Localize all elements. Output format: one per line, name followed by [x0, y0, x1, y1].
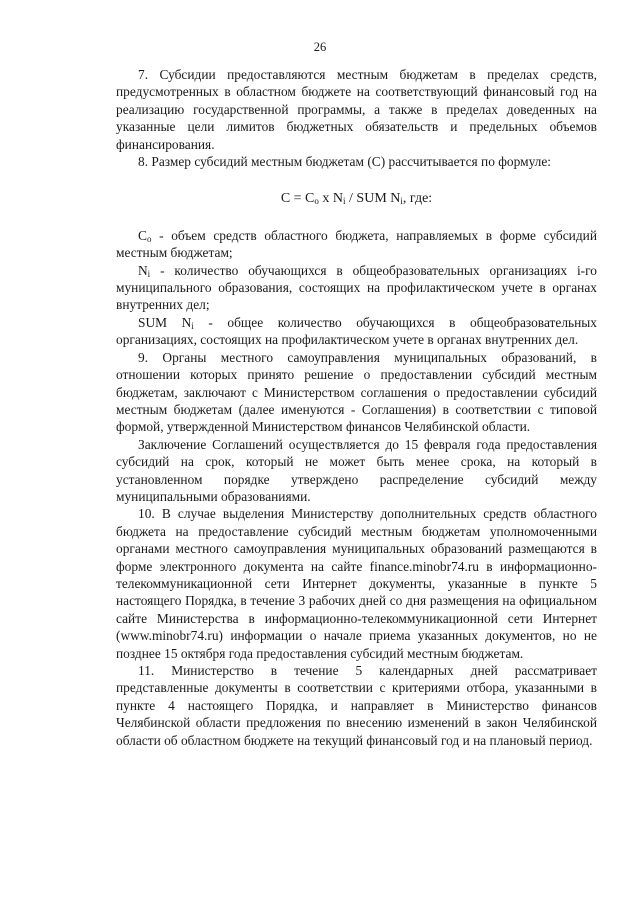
definition-co — [116, 227, 597, 262]
paragraph-9-conclusion: Заключение Соглашений осуществляется до 15 февраля года предоставления субсидий на срок, который не может быть менее срока, на который в установленном порядке утверждено распределение субсидий между муниципальными образованиями. — [116, 436, 597, 504]
definition-sum-sub: i — [191, 320, 194, 331]
formula-lhs: С = С — [280, 191, 315, 207]
definition-sum-symbol: SUM N — [138, 314, 192, 330]
page-number: 26 — [313, 40, 327, 54]
formula-sub-o: о — [314, 196, 319, 207]
definition-sum — [116, 314, 597, 349]
definition-ni-sub: i — [147, 268, 151, 279]
definition-co-text: - объем средств областного бюджета, направляемых в форме субсидий местным бюджетам; — [116, 227, 597, 261]
paragraph-8: 8. Размер субсидий местным бюджетам (С) рассчитывается по формуле: — [138, 154, 552, 170]
paragraph-11: 11. Министерство в течение 5 календарных дней рассматривает представленные документы в соответствии с критериями отбора, указанными в пункте 4 настоящего Порядка, и направляет в Министерство финансов Челябинской области предложения по внесению изменений в закон Челябинской области об областном бюджете на текущий финансовый год и на плановый период. — [116, 663, 597, 748]
formula-sub-i-2: i — [400, 196, 403, 207]
definition-ni-symbol: N — [138, 262, 148, 278]
subsidy-formula — [116, 190, 597, 207]
formula-sub-i-1: i — [343, 196, 346, 207]
formula-tail: , где: — [402, 191, 433, 207]
definition-sum-text: - общее количество обучающихся в общеобразовательных организациях, состоящих на профилактическом учете в органах внутренних дел. — [116, 314, 597, 348]
definition-co-sub: о — [146, 233, 152, 244]
formula-mid: x N — [318, 191, 344, 207]
definition-ni-text: - количество обучающихся в общеобразовательных организациях i-го муниципального образования, состоящих на профилактическом учете в органах внутренних дел; — [116, 262, 597, 313]
paragraph-9: 9. Органы местного самоуправления муниципальных образований, в отношении которых принято решение о предоставлении субсидий местным бюджетам, заключают с Министерством соглашения о предоставлении субсидий местным бюджетам (далее именуются - Соглашения) в соответствии с типовой формой, утвержденной Министерством финансов Челябинской области. — [116, 349, 597, 435]
formula-mid-2: / SUM N — [345, 191, 401, 207]
document-body — [116, 66, 597, 749]
definition-co-symbol: С — [138, 227, 147, 243]
definition-ni — [116, 262, 597, 314]
paragraph-10: 10. В случае выделения Министерству дополнительных средств областного бюджета на предоставление субсидий местным бюджетам уполномоченными органами местного самоуправления муниципальных образований размещаются в форме электронного документа на сайте finance.minobr74.ru в информационно-телекоммуникационной сети Интернет документы, указанные в пункте 5 настоящего Порядка, в течение 3 рабочих дней со дня размещения на официальном сайте Министерства в информационно-телекоммуникационной сети Интернет (www.minobr74.ru) информации о начале приема указанных документов, но не позднее 15 октября года предоставления субсидий местным бюджетам. — [116, 506, 597, 661]
paragraph-7: 7. Субсидии предоставляются местным бюджетам в пределах средств, предусмотренных в областном бюджете на соответствующий финансовый год на реализацию государственной программы, а также в пределах доведенных на указанные цели лимитов бюджетных обязательств и предельных объемов финансирования. — [116, 67, 597, 152]
